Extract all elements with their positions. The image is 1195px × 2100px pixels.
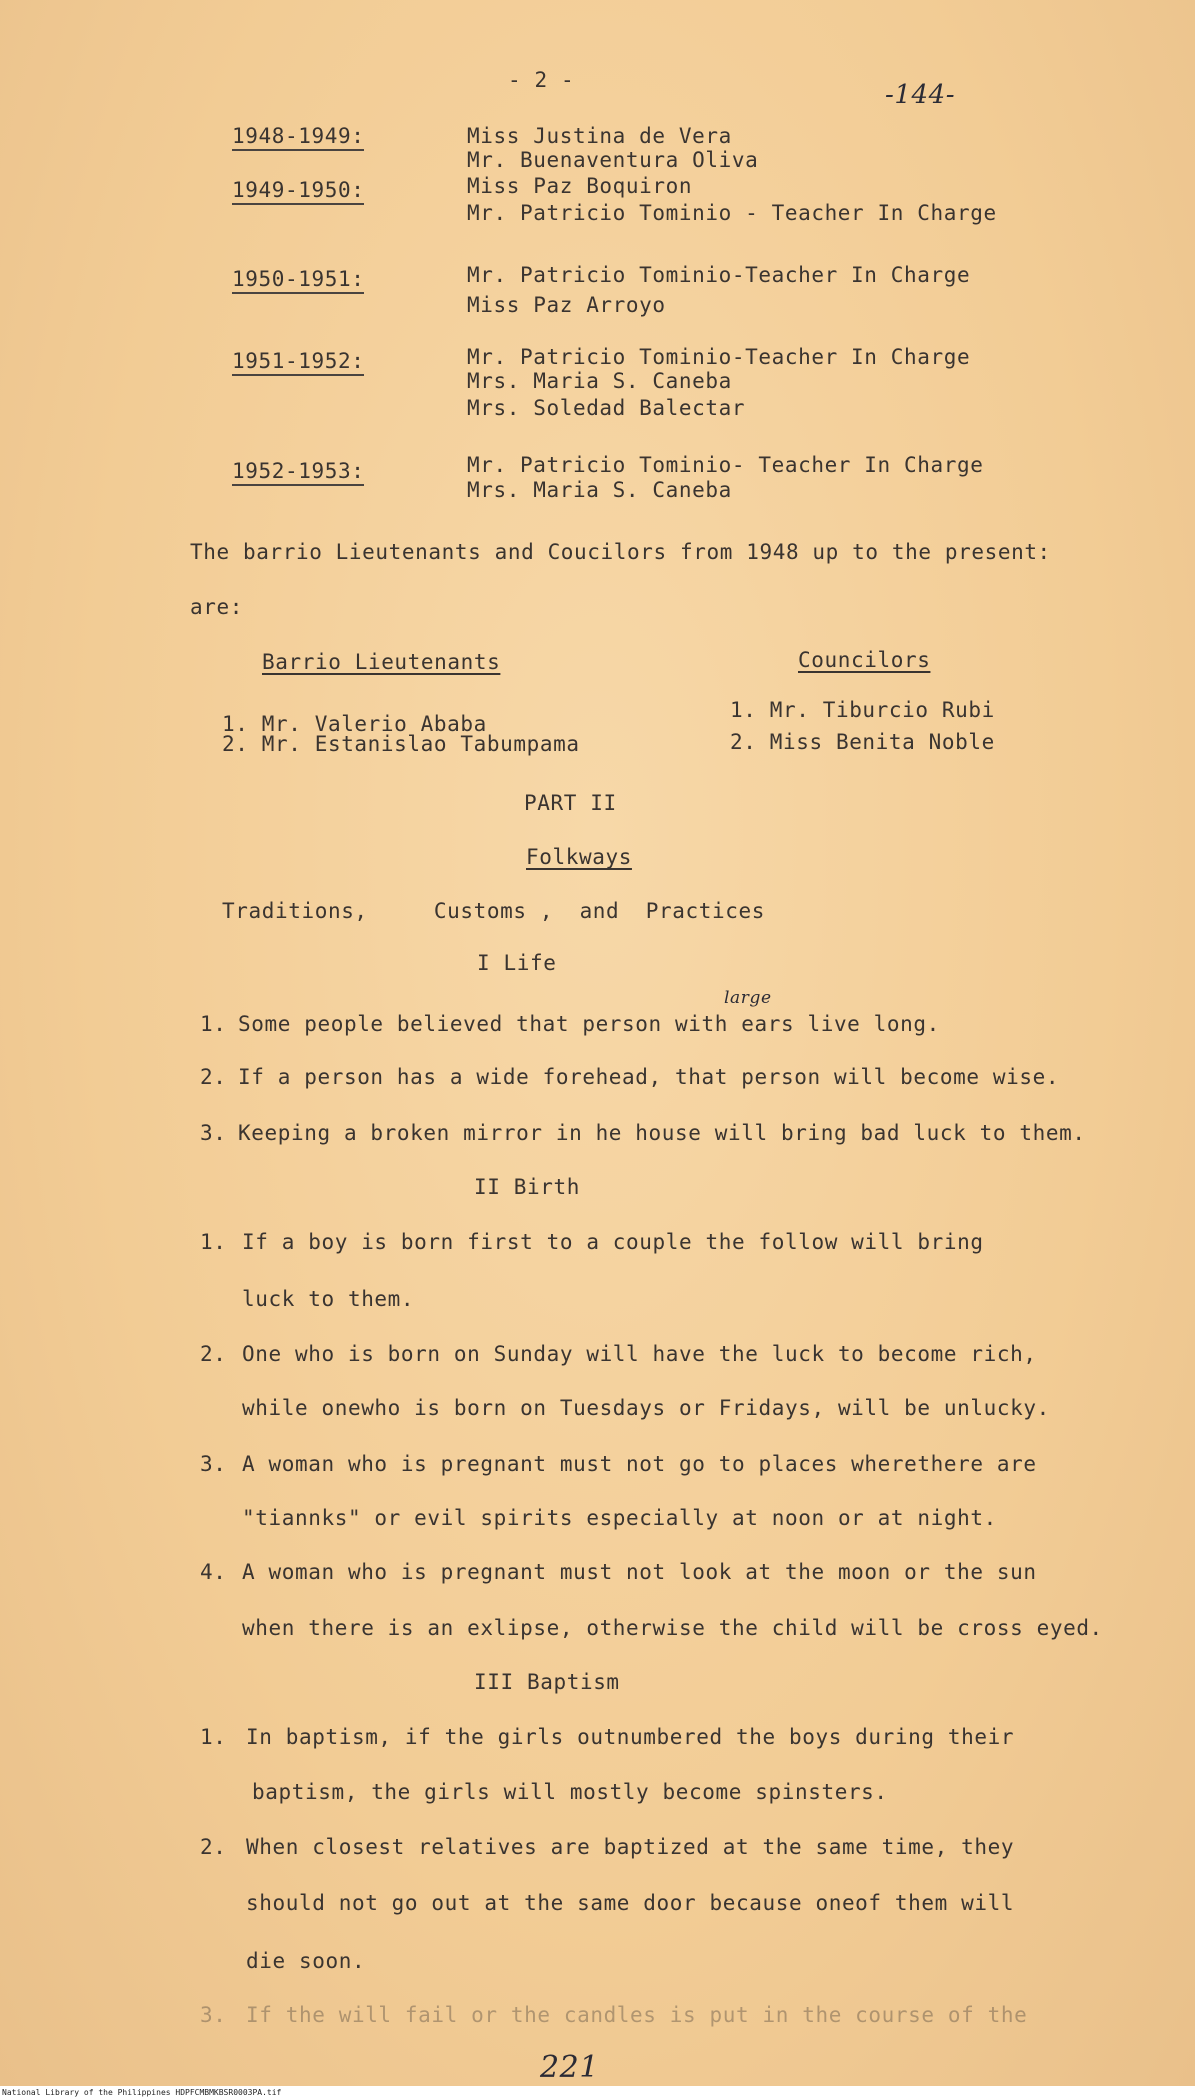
councilor-item: 1. Mr. Tiburcio Rubi [730, 698, 995, 722]
list-number: 1. [200, 1230, 227, 1254]
list-number: 4. [200, 1560, 227, 1584]
lieutenants-heading: Barrio Lieutenants [262, 650, 501, 674]
list-item-text: luck to them. [242, 1287, 415, 1311]
list-item-text: when there is an exlipse, otherwise the child will be cross eyed. [242, 1616, 1103, 1640]
list-number: 2. [200, 1835, 227, 1859]
teacher-years: 1952-1953: [232, 459, 364, 486]
handwritten-page-number: -144- [885, 80, 956, 110]
list-number: 3. [200, 1121, 227, 1145]
section-heading-baptism: III Baptism [474, 1670, 620, 1694]
teacher-years: 1948-1949: [232, 124, 364, 151]
list-number: 1. [200, 1012, 227, 1036]
list-item-text: should not go out at the same door because oneof them will [246, 1891, 1015, 1915]
list-item-text: A woman who is pregnant must not look at the moon or the sun [242, 1560, 1037, 1584]
part-title: PART II [524, 791, 617, 815]
list-item-text: When closest relatives are baptized at the same time, they [246, 1835, 1015, 1859]
teacher-years: 1949-1950: [232, 178, 364, 205]
list-number: 2. [200, 1065, 227, 1089]
list-item-text: Some people believed that person with ears live long. [238, 1012, 940, 1036]
officials-intro: The barrio Lieutenants and Coucilors from 1948 up to the present: [190, 540, 1051, 564]
lieutenant-item: 2. Mr. Estanislao Tabumpama [222, 732, 580, 756]
list-item-text: In baptism, if the girls outnumbered the boys during their [246, 1725, 1015, 1749]
teacher-name: Miss Justina de Vera [467, 124, 732, 148]
teacher-name: Mr. Patricio Tominio- Teacher In Charge [467, 453, 984, 477]
handwritten-insertion: large [724, 988, 772, 1008]
scan-footer: National Library of the Philippines HDPFCMBMKBSR0003PA.tif [0, 2086, 1195, 2100]
page-number: - 2 - [508, 68, 575, 92]
teacher-name: Mrs. Maria S. Caneba [467, 369, 732, 393]
teacher-name: Mrs. Soledad Balectar [467, 396, 746, 420]
list-item-text: die soon. [246, 1949, 366, 1973]
list-number: 1. [200, 1725, 227, 1749]
teacher-name: Mr. Patricio Tominio-Teacher In Charge [467, 345, 971, 369]
list-item-text: "tiannks" or evil spirits especially at noon or at night. [242, 1506, 997, 1530]
councilor-item: 2. Miss Benita Noble [730, 730, 995, 754]
list-item-text: while onewho is born on Tuesdays or Fridays, will be unlucky. [242, 1396, 1050, 1420]
teacher-name: Mr. Patricio Tominio-Teacher In Charge [467, 263, 971, 287]
list-item-text: One who is born on Sunday will have the luck to become rich, [242, 1342, 1037, 1366]
list-item-text: A woman who is pregnant must not go to places wherethere are [242, 1452, 1037, 1476]
teacher-years: 1950-1951: [232, 267, 364, 294]
teacher-name: Miss Paz Arroyo [467, 293, 666, 317]
list-item-text: baptism, the girls will mostly become spinsters. [252, 1780, 888, 1804]
list-item-text: If the will fail or the candles is put in the course of the [246, 2003, 1028, 2027]
lieutenant-item: 1. Mr. Valerio Ababa [222, 712, 487, 736]
teacher-name: Mr. Patricio Tominio - Teacher In Charge [467, 201, 997, 225]
teacher-name: Miss Paz Boquiron [467, 174, 693, 198]
list-item-text: If a person has a wide forehead, that person will become wise. [238, 1065, 1060, 1089]
list-number: 2. [200, 1342, 227, 1366]
section-heading-life: I Life [477, 951, 557, 975]
part-subtitle: Folkways [526, 845, 632, 869]
part-topics: Traditions, Customs , and Practices [222, 899, 765, 923]
list-number: 3. [200, 1452, 227, 1476]
officials-intro-continued: are: [190, 595, 243, 619]
handwritten-folio-number: 221 [540, 2050, 600, 2085]
section-heading-birth: II Birth [474, 1175, 580, 1199]
list-number: 3. [200, 2003, 227, 2027]
teacher-name: Mrs. Maria S. Caneba [467, 478, 732, 502]
teacher-name: Mr. Buenaventura Oliva [467, 148, 759, 172]
councilors-heading: Councilors [798, 648, 931, 672]
teacher-years: 1951-1952: [232, 349, 364, 376]
list-item-text: Keeping a broken mirror in he house will bring bad luck to them. [238, 1121, 1086, 1145]
list-item-text: If a boy is born first to a couple the follow will bring [242, 1230, 984, 1254]
